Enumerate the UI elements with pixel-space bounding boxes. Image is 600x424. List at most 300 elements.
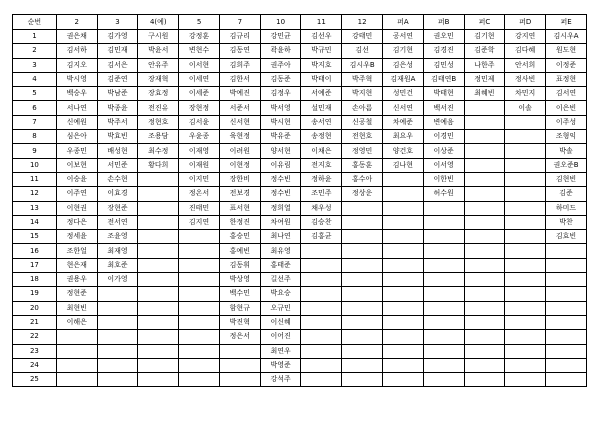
table-row <box>13 72 587 86</box>
table-cell <box>505 244 546 258</box>
table-row <box>13 330 587 344</box>
table-cell <box>505 201 546 215</box>
table-cell: 최연우 <box>260 344 301 358</box>
table-cell <box>464 158 505 172</box>
table-cell <box>423 215 464 229</box>
table-cell <box>505 301 546 315</box>
table-cell: 권오민 <box>423 30 464 44</box>
table-cell: 김선우 <box>301 30 342 44</box>
table-row <box>13 115 587 129</box>
table-cell <box>464 115 505 129</box>
table-cell <box>383 315 424 329</box>
table-cell <box>301 330 342 344</box>
table-cell <box>423 344 464 358</box>
table-cell: 김은성 <box>383 58 424 72</box>
table-cell: 백승우 <box>56 87 97 101</box>
table-cell: 김한서 <box>219 72 260 86</box>
table-cell <box>505 330 546 344</box>
table-cell <box>219 344 260 358</box>
table-cell: 육현정 <box>219 130 260 144</box>
table-row <box>13 158 587 172</box>
table-cell: 홍동훈 <box>342 158 383 172</box>
table-cell <box>505 144 546 158</box>
table-cell <box>138 273 179 287</box>
header-cell: 퍼B <box>423 15 464 30</box>
table-cell: 박영준 <box>260 358 301 372</box>
table-cell: 정사빈 <box>505 72 546 86</box>
table-cell <box>423 330 464 344</box>
table-cell: 설민재 <box>301 101 342 115</box>
table-cell <box>464 358 505 372</box>
table-cell <box>179 358 220 372</box>
table-cell <box>301 287 342 301</box>
table-cell <box>464 230 505 244</box>
table-cell <box>423 358 464 372</box>
table-cell: 차예준 <box>383 115 424 129</box>
table-row <box>13 101 587 115</box>
table-cell <box>464 144 505 158</box>
table-cell: 구시원 <box>138 30 179 44</box>
table-row <box>13 258 587 272</box>
table-cell <box>97 358 138 372</box>
table-cell: 박태현 <box>423 87 464 101</box>
table-cell <box>383 287 424 301</box>
table-cell <box>138 344 179 358</box>
table-cell: 서나연 <box>56 101 97 115</box>
table-cell <box>179 273 220 287</box>
table-row <box>13 87 587 101</box>
table-cell: 박유준 <box>260 130 301 144</box>
table-cell <box>505 230 546 244</box>
table-cell: 김동휘 <box>219 258 260 272</box>
table-cell <box>301 273 342 287</box>
table-cell <box>138 230 179 244</box>
table-cell <box>56 330 97 344</box>
table-cell: 김재원A <box>383 72 424 86</box>
table-cell: 홍승민 <box>219 230 260 244</box>
table-cell: 김선 <box>342 44 383 58</box>
table-cell: 박윤서 <box>138 44 179 58</box>
table-cell: 이신혜 <box>260 315 301 329</box>
table-cell <box>423 373 464 387</box>
table-cell: 이효경 <box>97 187 138 201</box>
row-index-cell: 6 <box>13 101 57 115</box>
table-cell: 정다은 <box>56 215 97 229</box>
table-cell: 최나연 <box>260 230 301 244</box>
table-cell: 이주성 <box>546 115 587 129</box>
table-row <box>13 287 587 301</box>
table-cell <box>56 358 97 372</box>
table-cell: 박진혁 <box>219 315 260 329</box>
table-cell: 정상운 <box>342 187 383 201</box>
table-cell: 이서현 <box>179 58 220 72</box>
row-index-cell: 17 <box>13 258 57 272</box>
table-cell: 홍태준 <box>260 258 301 272</box>
table-row <box>13 373 587 387</box>
table-cell <box>505 273 546 287</box>
table-cell: 김민재 <box>97 44 138 58</box>
table-cell: 최혜빈 <box>464 87 505 101</box>
table-cell: 이지민 <box>179 172 220 186</box>
table-cell: 전보경 <box>219 187 260 201</box>
table-cell: 정하윤 <box>301 172 342 186</box>
table-cell <box>505 187 546 201</box>
table-cell <box>546 301 587 315</box>
header-cell: 10 <box>260 15 301 30</box>
row-index-cell: 12 <box>13 187 57 201</box>
header-cell: 4(예) <box>138 15 179 30</box>
table-cell: 이유림 <box>260 158 301 172</box>
header-cell: 2 <box>56 15 97 30</box>
header-cell: 5 <box>179 15 220 30</box>
table-cell: 서예준 <box>301 87 342 101</box>
table-cell <box>464 258 505 272</box>
table-cell: 차민지 <box>505 87 546 101</box>
table-row <box>13 244 587 258</box>
table-cell <box>464 344 505 358</box>
table-cell <box>179 287 220 301</box>
table-cell: 김서은 <box>97 58 138 72</box>
table-cell <box>179 301 220 315</box>
row-index-cell: 21 <box>13 315 57 329</box>
table-cell: 박상영 <box>219 273 260 287</box>
table-cell: 정현호 <box>138 115 179 129</box>
table-cell: 김서하 <box>56 44 97 58</box>
row-index-cell: 18 <box>13 273 57 287</box>
table-cell <box>505 115 546 129</box>
table-cell: 정현준 <box>56 287 97 301</box>
table-cell <box>464 244 505 258</box>
table-cell: 김희주 <box>219 58 260 72</box>
row-index-cell: 9 <box>13 144 57 158</box>
table-cell: 김지오 <box>56 58 97 72</box>
table-cell: 이솔 <box>505 101 546 115</box>
row-index-cell: 23 <box>13 344 57 358</box>
table-cell <box>546 373 587 387</box>
table-cell: 홍수아 <box>342 172 383 186</box>
row-index-cell: 13 <box>13 201 57 215</box>
table-row <box>13 201 587 215</box>
table-cell: 현은재 <box>56 258 97 272</box>
table-cell: 김다혜 <box>505 44 546 58</box>
table-cell: 강석주 <box>260 373 301 387</box>
header-cell: 3 <box>97 15 138 30</box>
table-cell <box>56 344 97 358</box>
table-row <box>13 44 587 58</box>
table-cell: 전현호 <box>342 130 383 144</box>
table-cell: 김경진 <box>423 44 464 58</box>
table-cell <box>97 315 138 329</box>
table-cell <box>464 301 505 315</box>
table-cell <box>383 201 424 215</box>
table-cell <box>464 101 505 115</box>
table-cell <box>342 201 383 215</box>
table-cell <box>342 230 383 244</box>
table-cell: 정영민 <box>342 144 383 158</box>
table-cell: 이보현 <box>56 158 97 172</box>
table-cell: 박예진 <box>219 87 260 101</box>
table-cell: 김기현 <box>464 30 505 44</box>
table-cell <box>546 344 587 358</box>
table-cell: 김효빈 <box>546 230 587 244</box>
table-cell <box>138 373 179 387</box>
table-cell: 김동준 <box>260 72 301 86</box>
table-cell: 이은빈 <box>546 101 587 115</box>
table-cell: 조윤영 <box>97 230 138 244</box>
table-cell: 박요승 <box>260 287 301 301</box>
table-cell: 박서영 <box>260 101 301 115</box>
table-cell <box>423 230 464 244</box>
table-cell <box>301 315 342 329</box>
table-cell <box>179 344 220 358</box>
table-cell <box>505 258 546 272</box>
table-cell <box>423 201 464 215</box>
table-cell <box>342 301 383 315</box>
table-cell: 김규리 <box>219 30 260 44</box>
table-cell: 이채은 <box>301 144 342 158</box>
header-cell: 퍼E <box>546 15 587 30</box>
table-cell: 허수원 <box>423 187 464 201</box>
table-cell: 이세연 <box>179 72 220 86</box>
table-cell <box>383 373 424 387</box>
table-cell <box>138 315 179 329</box>
table-cell: 박찬 <box>546 215 587 229</box>
header-row <box>13 15 587 30</box>
table-cell <box>342 273 383 287</box>
table-cell: 안유주 <box>138 58 179 72</box>
table-cell <box>383 273 424 287</box>
table-cell: 김홍균 <box>301 230 342 244</box>
table-cell <box>423 244 464 258</box>
table-cell: 홍예빈 <box>219 244 260 258</box>
table-cell <box>138 258 179 272</box>
table-cell <box>301 301 342 315</box>
table-cell: 김서윤 <box>179 115 220 129</box>
table-cell <box>138 244 179 258</box>
table-row <box>13 301 587 315</box>
table-cell: 김시우B <box>342 58 383 72</box>
table-cell: 심은아 <box>56 130 97 144</box>
table-cell <box>342 358 383 372</box>
table-cell: 최수정 <box>138 144 179 158</box>
table-cell: 김준학 <box>464 44 505 58</box>
table-cell <box>179 330 220 344</box>
table-cell: 장재혁 <box>138 72 179 86</box>
table-cell: 조형익 <box>546 130 587 144</box>
table-cell: 이승윤 <box>56 172 97 186</box>
table-cell <box>301 244 342 258</box>
table-cell: 한정진 <box>219 215 260 229</box>
table-cell: 김승찬 <box>301 215 342 229</box>
table-cell: 양서현 <box>260 144 301 158</box>
table-cell: 우종민 <box>56 144 97 158</box>
table-cell: 박솔 <box>546 144 587 158</box>
table-cell: 정수빈 <box>260 187 301 201</box>
header-cell: 7 <box>219 15 260 30</box>
table-cell: 김현빈 <box>546 172 587 186</box>
row-index-cell: 16 <box>13 244 57 258</box>
table-cell <box>179 373 220 387</box>
table-cell: 이재원 <box>179 158 220 172</box>
table-cell <box>138 215 179 229</box>
table-row <box>13 58 587 72</box>
table-cell <box>546 258 587 272</box>
table-cell <box>342 315 383 329</box>
table-cell <box>383 244 424 258</box>
table-row <box>13 215 587 229</box>
table-cell: 권오준B <box>546 158 587 172</box>
table-cell <box>138 301 179 315</box>
table-cell: 전진유 <box>138 101 179 115</box>
row-index-cell: 8 <box>13 130 57 144</box>
table-cell <box>383 301 424 315</box>
table-cell: 박종윤 <box>97 101 138 115</box>
table-cell: 백수민 <box>219 287 260 301</box>
table-cell: 정수빈 <box>260 172 301 186</box>
table-cell: 조용담 <box>138 130 179 144</box>
table-cell: 김지연 <box>179 215 220 229</box>
table-cell <box>423 287 464 301</box>
table-cell: 변현수 <box>179 44 220 58</box>
table-cell: 정온서 <box>179 187 220 201</box>
table-cell: 이재영 <box>179 144 220 158</box>
table-cell: 백서진 <box>423 101 464 115</box>
table-cell <box>423 315 464 329</box>
table-cell: 양건호 <box>383 144 424 158</box>
table-cell: 최현빈 <box>56 301 97 315</box>
row-index-cell: 2 <box>13 44 57 58</box>
table-cell <box>505 130 546 144</box>
table-cell: 이상준 <box>423 144 464 158</box>
table-cell <box>383 215 424 229</box>
table-row <box>13 30 587 44</box>
table-cell: 서민준 <box>97 158 138 172</box>
table-cell: 박효빈 <box>97 130 138 144</box>
table-cell <box>423 273 464 287</box>
table-cell: 이서영 <box>423 158 464 172</box>
table-cell <box>505 315 546 329</box>
table-cell: 표정현 <box>546 72 587 86</box>
table-cell: 박규민 <box>301 44 342 58</box>
row-index-cell: 1 <box>13 30 57 44</box>
table-cell: 이경민 <box>423 130 464 144</box>
table-cell: 송정현 <box>301 130 342 144</box>
table-cell: 나한주 <box>464 58 505 72</box>
table-cell: 박지호 <box>301 58 342 72</box>
table-cell: 이주연 <box>56 187 97 201</box>
header-cell: 12 <box>342 15 383 30</box>
table-cell <box>179 315 220 329</box>
table-cell: 김시우A <box>546 30 587 44</box>
table-cell <box>464 373 505 387</box>
table-cell <box>464 315 505 329</box>
table-cell: 이세준 <box>179 87 220 101</box>
table-cell <box>97 330 138 344</box>
table-cell: 배성현 <box>97 144 138 158</box>
table-cell <box>546 273 587 287</box>
roster-table <box>12 14 587 387</box>
table-cell: 최호준 <box>97 258 138 272</box>
table-row <box>13 358 587 372</box>
table-cell: 김준연 <box>97 72 138 86</box>
table-cell: 장현정 <box>179 101 220 115</box>
table-cell <box>546 358 587 372</box>
table-cell: 정세윤 <box>56 230 97 244</box>
table-cell <box>383 358 424 372</box>
table-cell: 신서현 <box>219 115 260 129</box>
table-cell: 박남준 <box>97 87 138 101</box>
table-cell: 최요우 <box>383 130 424 144</box>
table-cell: 신서연 <box>383 101 424 115</box>
table-cell <box>546 330 587 344</box>
table-cell: 신예원 <box>56 115 97 129</box>
table-cell <box>423 258 464 272</box>
table-cell: 장현준 <box>97 201 138 215</box>
table-cell <box>464 187 505 201</box>
row-index-cell: 19 <box>13 287 57 301</box>
table-cell: 김정우 <box>260 87 301 101</box>
row-index-cell: 14 <box>13 215 57 229</box>
row-index-cell: 10 <box>13 158 57 172</box>
table-cell: 김준 <box>546 187 587 201</box>
table-cell: 이해은 <box>56 315 97 329</box>
header-cell: 11 <box>301 15 342 30</box>
table-cell <box>383 344 424 358</box>
header-cell: 퍼C <box>464 15 505 30</box>
table-cell <box>383 230 424 244</box>
table-cell <box>342 287 383 301</box>
table-cell <box>138 187 179 201</box>
table-cell <box>97 301 138 315</box>
table-cell <box>383 187 424 201</box>
table-cell: 곽윤하 <box>260 44 301 58</box>
table-cell <box>383 172 424 186</box>
table-cell <box>138 172 179 186</box>
table-cell: 김동연 <box>219 44 260 58</box>
table-cell: 성민건 <box>383 87 424 101</box>
table-cell <box>342 244 383 258</box>
table-cell <box>464 330 505 344</box>
table-cell <box>505 172 546 186</box>
table-cell <box>464 172 505 186</box>
row-index-cell: 22 <box>13 330 57 344</box>
table-cell: 김기현 <box>383 44 424 58</box>
table-cell <box>179 244 220 258</box>
table-cell: 강지연 <box>505 30 546 44</box>
table-cell: 이정준 <box>546 58 587 72</box>
table-cell: 권주아 <box>260 58 301 72</box>
table-cell: 권용우 <box>56 273 97 287</box>
table-cell: 전지호 <box>301 158 342 172</box>
table-row <box>13 273 587 287</box>
table-cell <box>383 330 424 344</box>
table-cell: 장효정 <box>138 87 179 101</box>
row-index-cell: 15 <box>13 230 57 244</box>
table-cell: 장한비 <box>219 172 260 186</box>
table-cell: 정희열 <box>260 201 301 215</box>
table-cell <box>505 344 546 358</box>
table-cell: 원도현 <box>546 44 587 58</box>
table-cell <box>97 287 138 301</box>
table-cell <box>301 344 342 358</box>
table-cell: 김서연 <box>546 87 587 101</box>
header-cell: 퍼D <box>505 15 546 30</box>
table-cell: 길선주 <box>260 273 301 287</box>
header-cell: 퍼A <box>383 15 424 30</box>
table-cell <box>301 373 342 387</box>
row-index-cell: 3 <box>13 58 57 72</box>
table-cell: 이가영 <box>97 273 138 287</box>
